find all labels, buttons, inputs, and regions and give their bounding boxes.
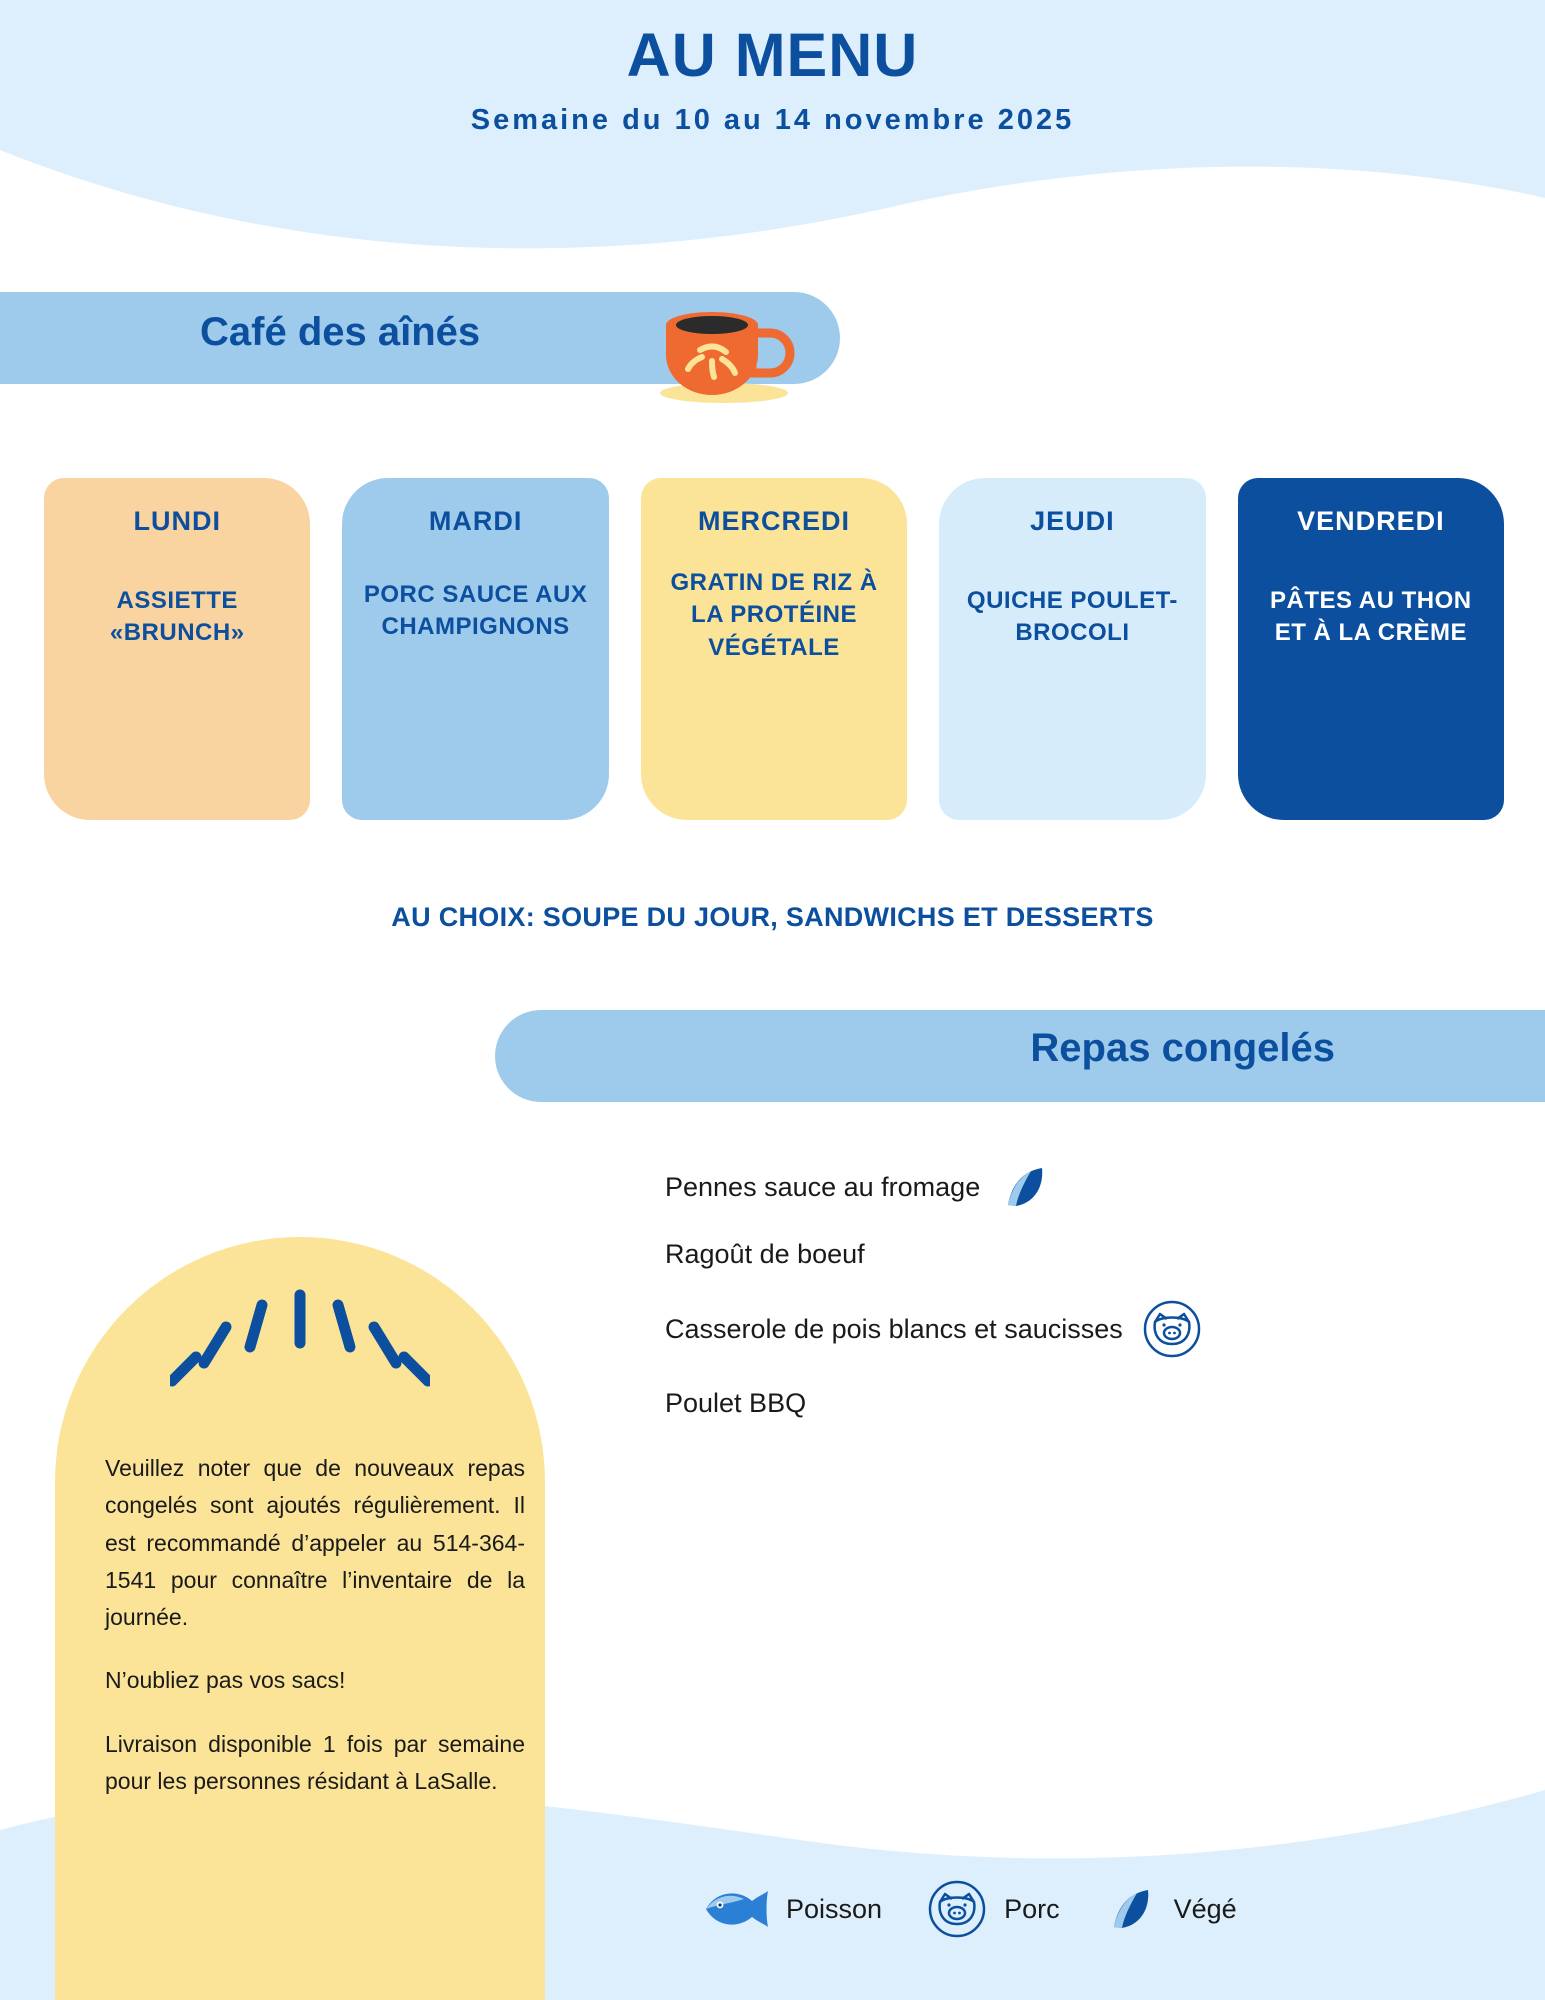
day-card-vendredi (1238, 478, 1504, 820)
day-meal: GRATIN DE RIZ À LA PROTÉINE VÉGÉTALE (670, 569, 878, 661)
note-paragraph: Veuillez noter que de nouveaux repas congelés sont ajoutés régulièrement. Il est recommandé d’appeler au 514-364-1541 pour connaître l’inventaire de la journée. (105, 1455, 525, 1630)
choice-line: AU CHOIX: SOUPE DU JOUR, SANDWICHS ET DESSERTS (391, 902, 1154, 932)
weekday-card-list (44, 478, 1504, 820)
day-meal: QUICHE POULET-BROCOLI (966, 587, 1178, 647)
list-item (665, 1300, 1425, 1358)
sunburst-icon (170, 1285, 430, 1405)
pork-pig-icon (926, 1880, 988, 1938)
poster-header (0, 20, 1545, 137)
note-text-block (105, 1450, 525, 1800)
note-paragraph: Livraison disponible 1 fois par semaine pour les personnes résidant à LaSalle. (105, 1730, 525, 1794)
legend-item-poisson (700, 1883, 882, 1935)
vege-leaf-icon (998, 1165, 1052, 1209)
day-name: LUNDI (133, 506, 221, 536)
frozen-banner-shape (495, 1010, 1545, 1102)
note-paragraph: N’oubliez pas vos sacs! (105, 1667, 346, 1694)
frozen-section-title: Repas congelés (1030, 1026, 1335, 1070)
day-card-mardi (342, 478, 608, 820)
fish-icon (700, 1883, 770, 1935)
coffee-cup-icon (640, 295, 820, 405)
frozen-meal-label: Pennes sauce au fromage (665, 1171, 981, 1202)
pork-pig-icon (1141, 1300, 1203, 1358)
day-meal: PÂTES AU THON ET À LA CRÈME (1270, 587, 1472, 647)
day-meal: PORC SAUCE AUX CHAMPIGNONS (363, 581, 588, 641)
legend-item-porc (926, 1880, 1060, 1938)
day-card-lundi (44, 478, 310, 820)
frozen-meal-list (665, 1165, 1425, 1449)
day-name: MERCREDI (698, 506, 851, 536)
legend (700, 1880, 1237, 1938)
legend-label: Porc (1004, 1893, 1060, 1924)
legend-label: Végé (1173, 1893, 1237, 1924)
day-card-mercredi (641, 478, 907, 820)
day-name: MARDI (428, 506, 523, 536)
list-item (665, 1239, 1425, 1270)
list-item (665, 1165, 1425, 1209)
page-title: AU MENU (626, 21, 919, 89)
legend-item-vege (1104, 1887, 1237, 1931)
frozen-meal-label: Ragoût de boeuf (665, 1239, 865, 1269)
top-wave-decoration (0, 150, 1545, 280)
vege-leaf-icon (1104, 1887, 1158, 1931)
day-card-jeudi (939, 478, 1205, 820)
day-name: JEUDI (1030, 506, 1115, 536)
frozen-meal-label: Poulet BBQ (665, 1388, 807, 1418)
frozen-meal-label: Casserole de pois blancs et saucisses (665, 1313, 1123, 1344)
legend-label: Poisson (786, 1893, 883, 1924)
day-name: VENDREDI (1297, 506, 1445, 536)
day-meal: ASSIETTE «BRUNCH» (109, 587, 245, 647)
cafe-section-title: Café des aînés (200, 310, 481, 354)
page-subtitle: Semaine du 10 au 14 novembre 2025 (470, 104, 1075, 136)
list-item (665, 1388, 1425, 1419)
